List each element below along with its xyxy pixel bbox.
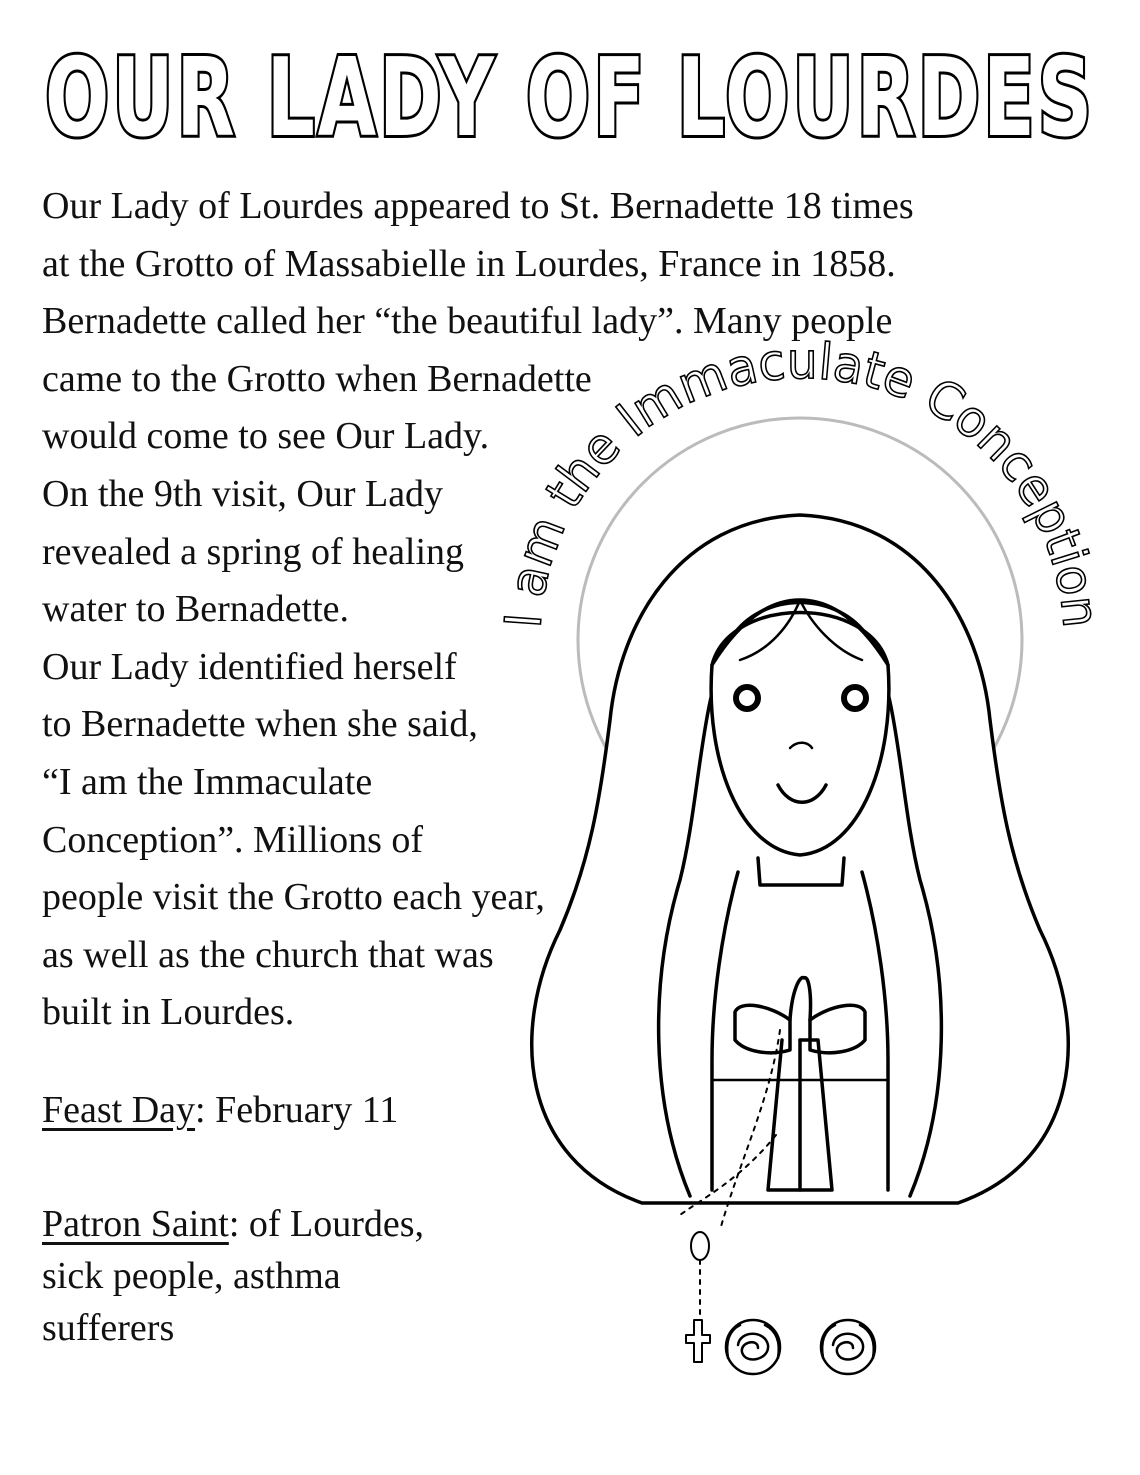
- patron-line: sufferers: [42, 1307, 175, 1349]
- intro-line: Our Lady identified herself: [42, 645, 457, 688]
- intro-line: people visit the Grotto each year,: [42, 876, 545, 919]
- patron-saint-label: Patron Saint: [42, 1203, 229, 1245]
- page-title: OUR LADY OF LOURDES: [45, 36, 1095, 161]
- intro-line: would come to see Our Lady.: [42, 415, 490, 458]
- intro-line: revealed a spring of healing: [42, 530, 465, 573]
- feast-day-label: Feast Day: [42, 1089, 196, 1131]
- rose-left-icon: [726, 1320, 780, 1374]
- intro-line: “I am the Immaculate: [42, 760, 373, 803]
- intro-line: to Bernadette when she said,: [42, 703, 478, 746]
- patron-saint-value: : of Lourdes,: [228, 1203, 425, 1245]
- our-lady-illustration: [500, 340, 1140, 1475]
- intro-line: water to Bernadette.: [42, 588, 350, 631]
- intro-line: as well as the church that was: [42, 933, 494, 976]
- intro-line: On the 9th visit, Our Lady: [42, 472, 444, 515]
- intro-line: Bernadette called her “the beautiful lady”. Many people: [42, 300, 893, 343]
- intro-line: Our Lady of Lourdes appeared to St. Bernadette 18 times: [42, 185, 914, 227]
- intro-line: came to the Grotto when Bernadette: [42, 357, 592, 400]
- arc-caption-text: I am the Immaculate Conception: [494, 332, 1111, 631]
- intro-line: Conception”. Millions of: [42, 818, 424, 861]
- intro-line: at the Grotto of Massabielle in Lourdes, France in 1858.: [42, 242, 896, 285]
- feast-day-value: : February 11: [195, 1089, 399, 1131]
- rose-right-icon: [821, 1320, 875, 1374]
- patron-line: sick people, asthma: [42, 1255, 341, 1297]
- intro-line: built in Lourdes.: [42, 991, 295, 1034]
